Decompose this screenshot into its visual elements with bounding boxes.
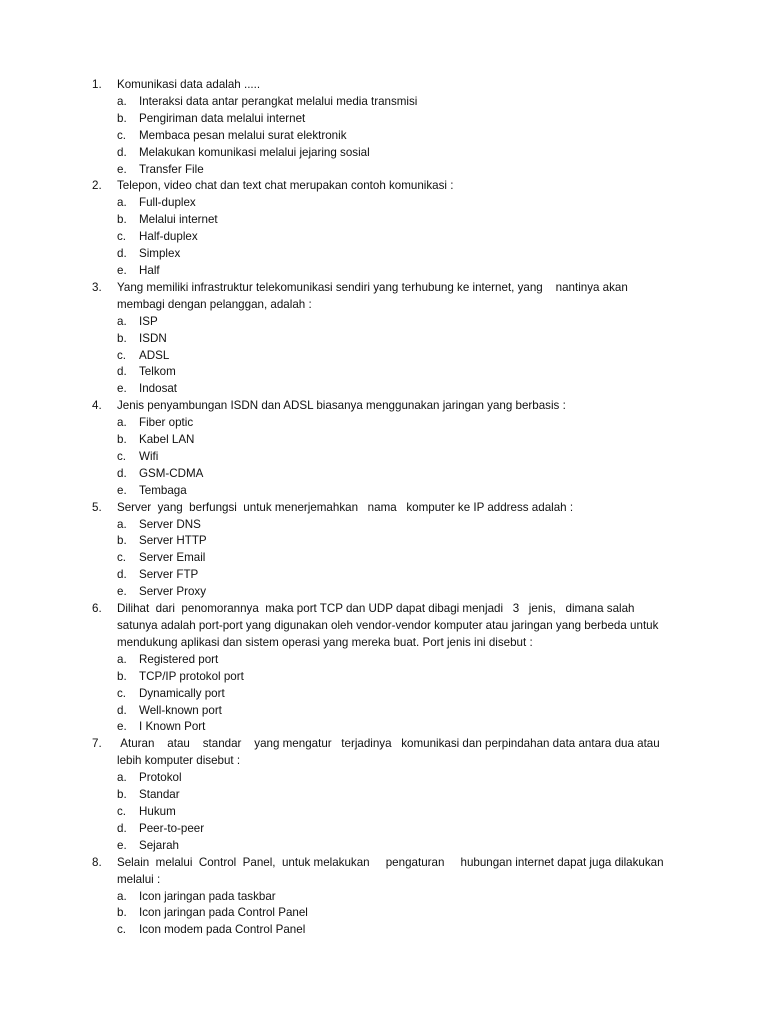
option-letter: b. — [117, 111, 127, 125]
question-number: 2. — [92, 179, 102, 193]
option-letter: e. — [117, 585, 127, 599]
option-letter: b. — [117, 669, 127, 683]
question-row — [92, 398, 672, 415]
option-letter: a. — [117, 94, 127, 108]
option-letter: e. — [117, 382, 127, 396]
option-letter: c. — [117, 686, 127, 700]
question-row — [92, 280, 672, 314]
option-letter: d. — [117, 703, 127, 717]
option-letter: d. — [117, 466, 127, 480]
answer-option — [92, 331, 672, 348]
option-text: Tembaga — [139, 483, 187, 497]
option-letter: e. — [117, 263, 127, 277]
option-text: Server FTP — [139, 568, 199, 582]
option-text: Membaca pesan melalui surat elektronik — [139, 128, 347, 142]
option-letter: c. — [117, 128, 127, 142]
option-list — [92, 314, 672, 399]
option-letter: d. — [117, 821, 127, 835]
option-letter: c. — [117, 923, 127, 937]
answer-option — [92, 229, 672, 246]
option-text: ADSL — [139, 348, 170, 362]
answer-option — [92, 889, 672, 906]
option-text: Sejarah — [139, 838, 179, 852]
option-text: Transfer File — [139, 162, 204, 176]
question-item — [92, 398, 672, 499]
question-item — [92, 736, 672, 854]
answer-option — [92, 838, 672, 855]
option-text: Half-duplex — [139, 230, 198, 244]
option-letter: b. — [117, 788, 127, 802]
option-text: Wifi — [139, 449, 159, 463]
answer-option — [92, 669, 672, 686]
answer-option — [92, 719, 672, 736]
answer-option — [92, 652, 672, 669]
answer-option — [92, 466, 672, 483]
option-letter: c. — [117, 230, 127, 244]
answer-option — [92, 787, 672, 804]
option-text: Standar — [139, 788, 180, 802]
option-text: Full-duplex — [139, 196, 196, 210]
option-text: Peer-to-peer — [139, 821, 205, 835]
question-number: 6. — [92, 602, 102, 616]
answer-option — [92, 804, 672, 821]
question-text: Selain melalui Control Panel, untuk melakukan pengaturan hubungan internet dapat juga dilakukan melalui : — [117, 855, 667, 886]
option-text: Dynamically port — [139, 686, 225, 700]
option-text: ISP — [139, 314, 158, 328]
option-text: Icon jaringan pada Control Panel — [139, 906, 308, 920]
answer-option — [92, 703, 672, 720]
answer-option — [92, 550, 672, 567]
answer-option — [92, 821, 672, 838]
option-list — [92, 652, 672, 737]
option-letter: e. — [117, 162, 127, 176]
question-text: Server yang berfungsi untuk menerjemahkan nama komputer ke IP address adalah : — [117, 500, 574, 514]
option-letter: b. — [117, 331, 127, 345]
option-text: Indosat — [139, 382, 178, 396]
question-item — [92, 601, 672, 736]
answer-option — [92, 111, 672, 128]
option-letter: d. — [117, 145, 127, 159]
option-text: I Known Port — [139, 720, 206, 734]
option-letter: d. — [117, 568, 127, 582]
option-letter: c. — [117, 449, 127, 463]
option-text: Icon modem pada Control Panel — [139, 923, 306, 937]
question-item — [92, 77, 672, 178]
option-letter: b. — [117, 213, 127, 227]
question-row — [92, 500, 672, 517]
question-number: 5. — [92, 500, 102, 514]
answer-option — [92, 517, 672, 534]
option-list — [92, 415, 672, 500]
option-letter: b. — [117, 906, 127, 920]
question-number: 8. — [92, 855, 102, 869]
answer-option — [92, 263, 672, 280]
option-text: Melalui internet — [139, 213, 218, 227]
question-item — [92, 855, 672, 940]
question-item — [92, 280, 672, 398]
option-text: Half — [139, 263, 160, 277]
question-text: Dilihat dari penomorannya maka port TCP dan UDP dapat dibagi menjadi 3 jenis, dimana salah satunya adalah port-port yang digunakan oleh vendor-vendor komputer atau jaringan yang berbeda untuk mendukung aplikasi dan sistem operasi yang mereka buat. Port jenis ini disebut : — [117, 602, 662, 649]
option-text: Protokol — [139, 771, 182, 785]
option-text: Telkom — [139, 365, 176, 379]
answer-option — [92, 212, 672, 229]
question-text: Yang memiliki infrastruktur telekomunikasi sendiri yang terhubung ke internet, yang nantinya akan membagi dengan pelanggan, adalah : — [117, 280, 632, 311]
option-letter: e. — [117, 483, 127, 497]
option-text: TCP/IP protokol port — [139, 669, 244, 683]
option-letter: b. — [117, 433, 127, 447]
option-letter: d. — [117, 247, 127, 261]
option-text: Melakukan komunikasi melalui jejaring sosial — [139, 145, 370, 159]
option-text: Hukum — [139, 804, 176, 818]
answer-option — [92, 246, 672, 263]
option-letter: a. — [117, 416, 127, 430]
question-item — [92, 500, 672, 601]
option-text: Simplex — [139, 247, 181, 261]
answer-option — [92, 162, 672, 179]
option-letter: a. — [117, 889, 127, 903]
option-letter: c. — [117, 804, 127, 818]
option-text: GSM-CDMA — [139, 466, 204, 480]
question-text: Aturan atau standar yang mengatur terjadinya komunikasi dan perpindahan data antara dua atau lebih komputer disebut : — [117, 737, 663, 768]
option-text: Server DNS — [139, 517, 201, 531]
option-letter: a. — [117, 771, 127, 785]
option-text: Pengiriman data melalui internet — [139, 111, 306, 125]
option-text: Server Proxy — [139, 585, 207, 599]
question-row — [92, 601, 672, 652]
answer-option — [92, 686, 672, 703]
question-text: Telepon, video chat dan text chat merupakan contoh komunikasi : — [117, 179, 454, 193]
question-row — [92, 855, 672, 889]
option-text: Registered port — [139, 652, 219, 666]
option-text: Well-known port — [139, 703, 222, 717]
answer-option — [92, 922, 672, 939]
answer-option — [92, 128, 672, 145]
question-text: Komunikasi data adalah ..... — [117, 78, 261, 91]
question-number: 7. — [92, 737, 102, 751]
answer-option — [92, 905, 672, 922]
answer-option — [92, 195, 672, 212]
option-letter: a. — [117, 196, 127, 210]
option-list — [92, 770, 672, 855]
option-list — [92, 195, 672, 280]
answer-option — [92, 770, 672, 787]
answer-option — [92, 584, 672, 601]
option-text: Fiber optic — [139, 416, 194, 430]
option-text: Kabel LAN — [139, 433, 195, 447]
answer-option — [92, 145, 672, 162]
question-row — [92, 736, 672, 770]
option-letter: e. — [117, 838, 127, 852]
question-row — [92, 178, 672, 195]
option-text: Server HTTP — [139, 534, 207, 548]
option-letter: d. — [117, 365, 127, 379]
answer-option — [92, 533, 672, 550]
answer-option — [92, 314, 672, 331]
answer-option — [92, 94, 672, 111]
answer-option — [92, 348, 672, 365]
option-letter: b. — [117, 534, 127, 548]
option-letter: c. — [117, 348, 127, 362]
option-letter: a. — [117, 517, 127, 531]
answer-option — [92, 449, 672, 466]
answer-option — [92, 381, 672, 398]
option-letter: a. — [117, 314, 127, 328]
option-text: Server Email — [139, 551, 206, 565]
answer-option — [92, 364, 672, 381]
answer-option — [92, 415, 672, 432]
option-text: ISDN — [139, 331, 167, 345]
question-item — [92, 178, 672, 279]
option-letter: e. — [117, 720, 127, 734]
option-letter: a. — [117, 652, 127, 666]
question-number: 3. — [92, 280, 102, 294]
option-letter: c. — [117, 551, 127, 565]
question-row — [92, 77, 672, 94]
question-number: 1. — [92, 78, 102, 91]
question-text: Jenis penyambungan ISDN dan ADSL biasanya menggunakan jaringan yang berbasis : — [117, 399, 566, 413]
option-list — [92, 889, 672, 940]
option-text: Icon jaringan pada taskbar — [139, 889, 276, 903]
option-list — [92, 517, 672, 602]
answer-option — [92, 483, 672, 500]
option-text: Interaksi data antar perangkat melalui media transmisi — [139, 94, 418, 108]
option-list — [92, 94, 672, 179]
answer-option — [92, 432, 672, 449]
question-number: 4. — [92, 399, 102, 413]
answer-option — [92, 567, 672, 584]
question-list — [92, 77, 672, 939]
